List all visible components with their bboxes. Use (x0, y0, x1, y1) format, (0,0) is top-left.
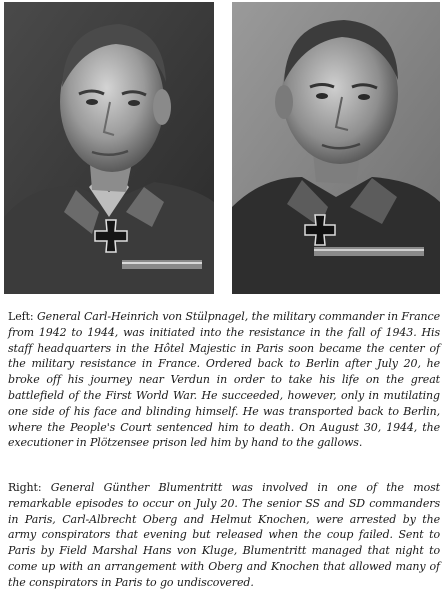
portrait-left-image (4, 2, 214, 294)
caption-right-lead: Right: (8, 481, 42, 494)
portrait-right-image (232, 2, 440, 294)
portrait-left (4, 2, 214, 294)
caption-right (8, 480, 440, 591)
portrait-right (232, 2, 440, 294)
caption-right-text: General Günther Blumentritt was involved in one of the most remarkable episodes to occur on July 20. The senior SS and SD commanders in Paris, Carl-Albrecht Oberg and Helmut Knochen, were arrested by the army conspirators that evening but released when the coup failed. Sent to Paris by Field Marshal Hans von Kluge, Blumentritt managed that night to come up with an arrangement with Oberg and Knochen that allowed many of the conspirators in Paris to go undiscovered. (8, 481, 440, 589)
caption-left (8, 309, 440, 451)
caption-left-lead: Left: (8, 310, 34, 323)
caption-left-text: General Carl-Heinrich von Stülpnagel, the military commander in France from 1942 to 1944, was initiated into the resistance in the fall of 1943. His staff headquarters in the Hôtel Majestic in Paris soon became the center of the military resistance in France. Ordered back to Berlin after July 20, he broke off his journey near Verdun in order to take his life on the great battlefield of the First World War. He succeeded, however, only in mutilating one side of his face and blinding himself. He was transported back to Berlin, where the People's Court sentenced him to death. On August 30, 1944, the executioner in Plötzensee prison led him by hand to the gallows. (8, 310, 440, 450)
